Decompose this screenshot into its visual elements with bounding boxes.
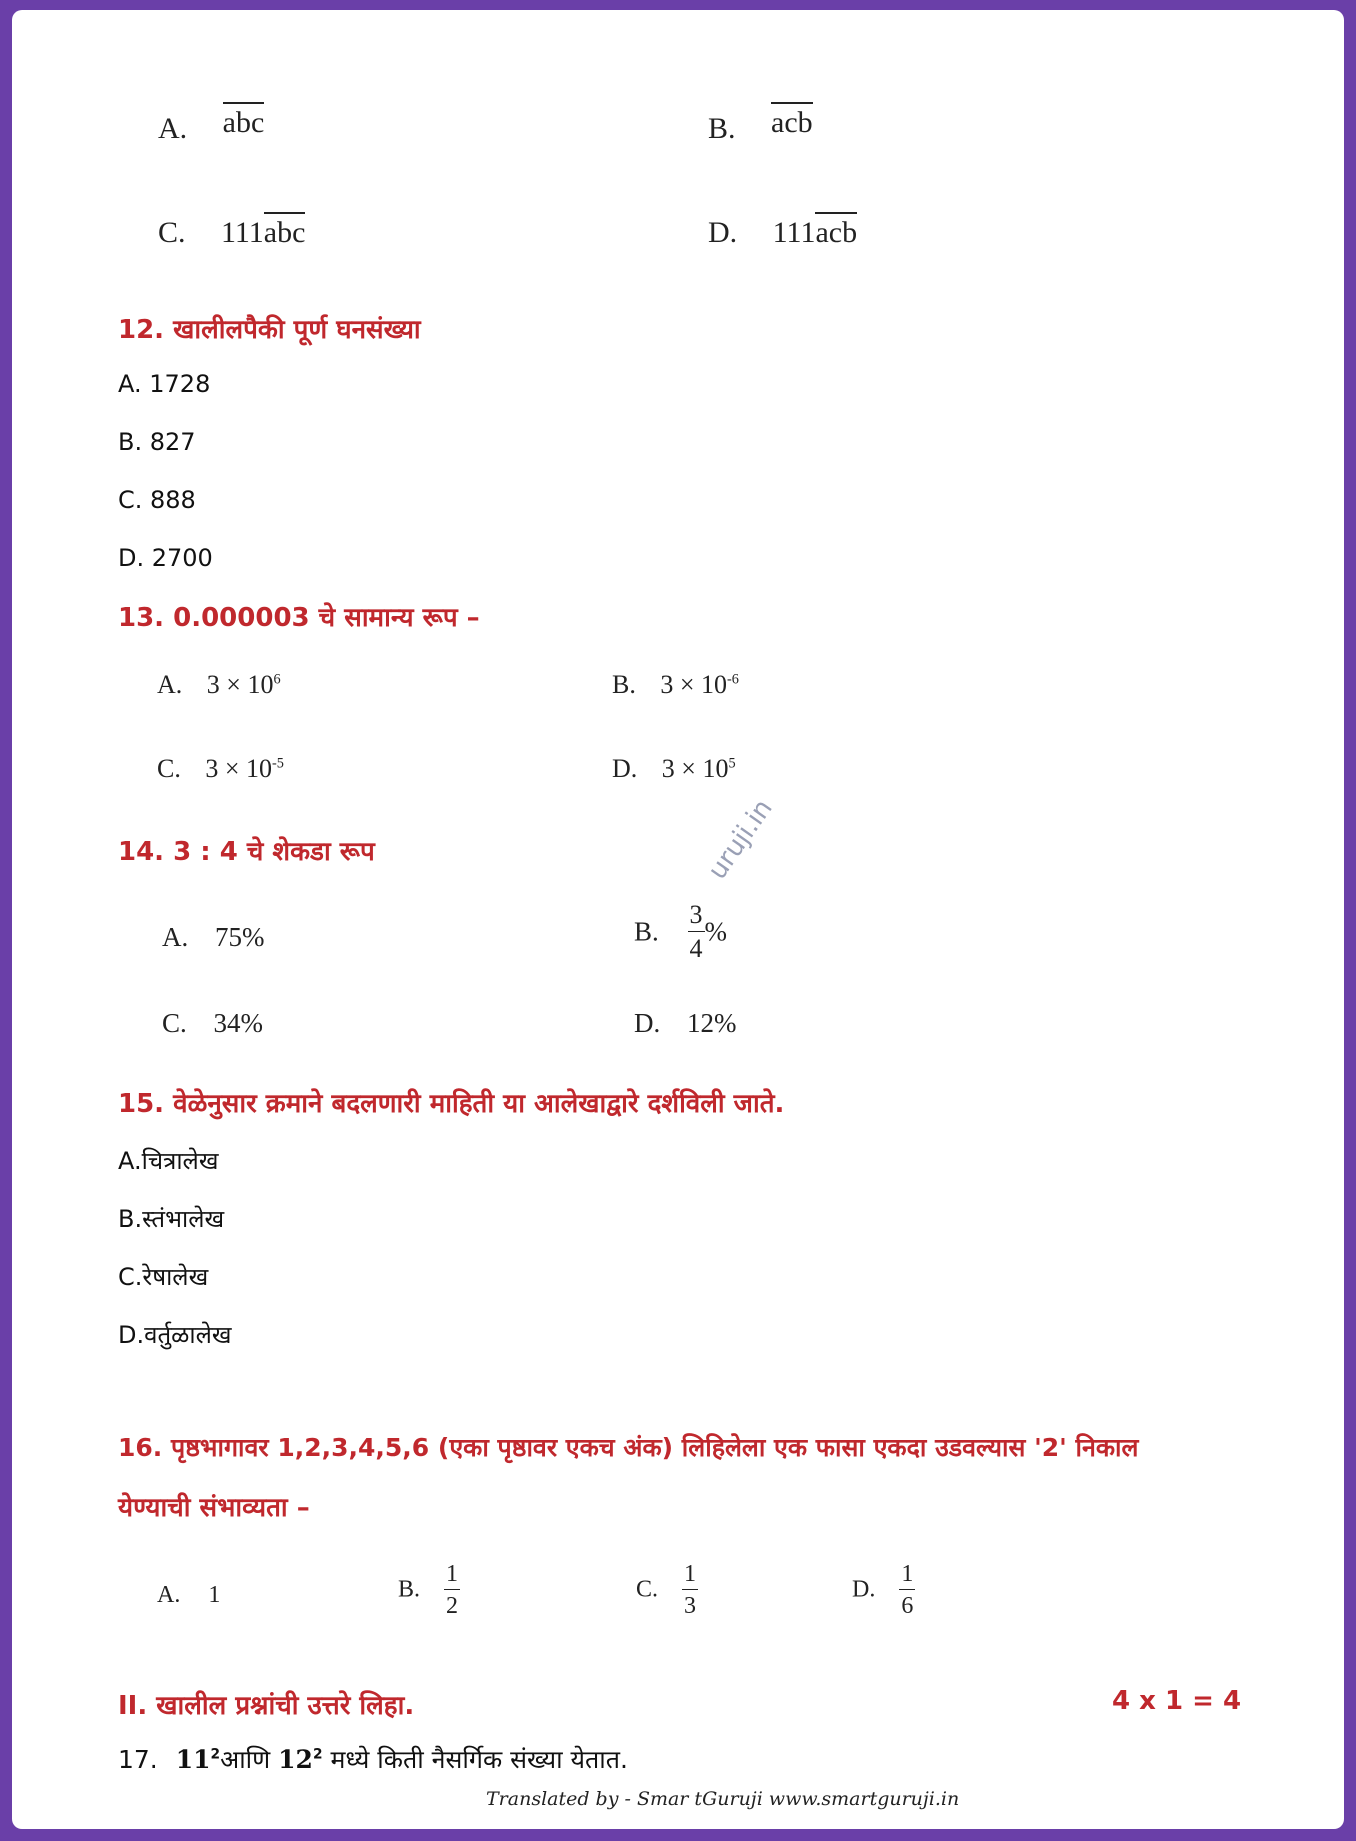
q13-option-d: [612, 754, 736, 784]
q14-b-fraction: [688, 902, 705, 962]
option-label: A.: [158, 112, 188, 145]
percent-sign: %: [704, 916, 728, 947]
option-label: D.: [708, 216, 738, 249]
option-label: A.: [157, 1582, 181, 1608]
q14-option-b: [634, 902, 727, 962]
q15-option-d: D.वर्तुळालेख: [118, 1321, 232, 1349]
q13-b-exponent: -6: [727, 671, 739, 688]
q12-question: 12. खालीलपैकी पूर्ण घनसंख्या: [118, 315, 421, 345]
q16-b-fraction: [444, 1562, 460, 1618]
option-label: B.: [398, 1576, 421, 1603]
q16-option-a: [157, 1582, 220, 1609]
q14-c-value: 34%: [213, 1008, 264, 1038]
q13-d-exponent: 5: [728, 755, 736, 772]
watermark: uruji.in: [702, 794, 779, 885]
q11-option-a: [158, 108, 264, 146]
q14-question: 14. 3 : 4 चे शेकडा रूप: [118, 837, 375, 867]
q11-a-value: abc: [223, 102, 265, 140]
question-number: 17.: [118, 1745, 158, 1774]
q12-option-b: B. 827: [118, 428, 196, 456]
q12-option-d: D. 2700: [118, 544, 213, 572]
q11-c-value: abc: [264, 212, 306, 249]
q13-b-base: 3 × 10: [660, 670, 728, 699]
option-label: C.: [636, 1576, 659, 1603]
q13-a-base: 3 × 10: [206, 670, 274, 699]
q11-d-value: acb: [815, 212, 857, 249]
q17-question: [118, 1742, 628, 1776]
q16-c-fraction: [682, 1562, 698, 1618]
option-label: B.: [634, 916, 659, 947]
q11-b-value: acb: [771, 102, 813, 140]
q17-exponent-1: 2: [210, 1746, 221, 1763]
option-label: C.: [158, 216, 186, 249]
option-label: D.: [852, 1576, 876, 1603]
q17-text-1: आणि: [220, 1745, 271, 1774]
q17-text-2: मध्ये किती नैसर्गिक संख्या येतात.: [322, 1745, 628, 1774]
q11-option-d: [708, 216, 857, 250]
q16-option-d: [852, 1562, 915, 1618]
q12-option-c: C. 888: [118, 486, 196, 514]
fraction-denominator: 4: [689, 934, 703, 963]
q15-option-a: A.चित्रालेख: [118, 1147, 219, 1175]
q13-a-exponent: 6: [273, 671, 281, 688]
option-label: D.: [634, 1008, 661, 1038]
section-marks: 4 x 1 = 4: [1112, 1686, 1242, 1716]
q11-d-prefix: 111: [772, 216, 816, 249]
q16-a-value: 1: [208, 1582, 221, 1608]
q15-option-c: C.रेषालेख: [118, 1263, 209, 1291]
footer-credit: Translated by - Smar tGuruji www.smartguruji.in: [486, 1788, 960, 1810]
q13-c-exponent: -5: [272, 755, 284, 772]
fraction-denominator: 6: [901, 1593, 914, 1619]
option-label: B.: [708, 112, 736, 145]
q13-option-a: [157, 670, 281, 700]
q17-exponent-2: 2: [312, 1746, 323, 1763]
q16-d-fraction: [899, 1562, 915, 1618]
q13-d-base: 3 × 10: [661, 754, 729, 783]
q15-question: 15. वेळेनुसार क्रमाने बदलणारी माहिती या आलेखाद्वारे दर्शविली जाते.: [118, 1089, 785, 1119]
section-heading: II. खालील प्रश्नांची उत्तरे लिहा.: [118, 1691, 415, 1721]
q17-base-1: 11: [175, 1745, 211, 1774]
option-label: A.: [162, 922, 189, 952]
q13-question: 13. 0.000003 चे सामान्य रूप –: [118, 603, 480, 633]
q13-option-b: [612, 670, 739, 700]
q11-c-prefix: 111: [221, 216, 264, 249]
q14-option-a: [162, 922, 265, 953]
fraction-denominator: 3: [684, 1593, 697, 1619]
q13-option-c: [157, 754, 284, 784]
q11-option-b: [708, 108, 813, 146]
worksheet-page: [12, 10, 1344, 1829]
q16-question-line2: येण्याची संभाव्यता –: [118, 1493, 310, 1523]
q11-option-c: [158, 216, 305, 250]
option-label: C.: [162, 1008, 187, 1038]
option-label: D.: [612, 754, 638, 783]
q12-option-a: A. 1728: [118, 370, 211, 398]
q13-c-base: 3 × 10: [205, 754, 273, 783]
option-label: C.: [157, 754, 181, 783]
q14-a-value: 75%: [215, 922, 265, 952]
q16-option-c: [636, 1562, 698, 1618]
fraction-numerator: 1: [682, 1562, 698, 1590]
q15-option-b: B.स्तंभालेख: [118, 1205, 225, 1233]
option-label: A.: [157, 670, 183, 699]
option-label: B.: [612, 670, 636, 699]
q16-question-line1: 16. पृष्ठभागावर 1,2,3,4,5,6 (एका पृष्ठावर एकच अंक) लिहिलेला एक फासा एकदा उडवल्यास '2' निकाल: [118, 1433, 1139, 1462]
fraction-denominator: 2: [446, 1593, 459, 1619]
q17-base-2: 12: [278, 1745, 313, 1774]
q14-d-value: 12%: [687, 1008, 737, 1038]
fraction-numerator: 1: [899, 1562, 915, 1590]
q16-option-b: [398, 1562, 460, 1618]
fraction-numerator: 3: [688, 902, 705, 932]
q14-option-c: [162, 1008, 263, 1039]
fraction-numerator: 1: [444, 1562, 460, 1590]
q14-option-d: [634, 1008, 737, 1039]
